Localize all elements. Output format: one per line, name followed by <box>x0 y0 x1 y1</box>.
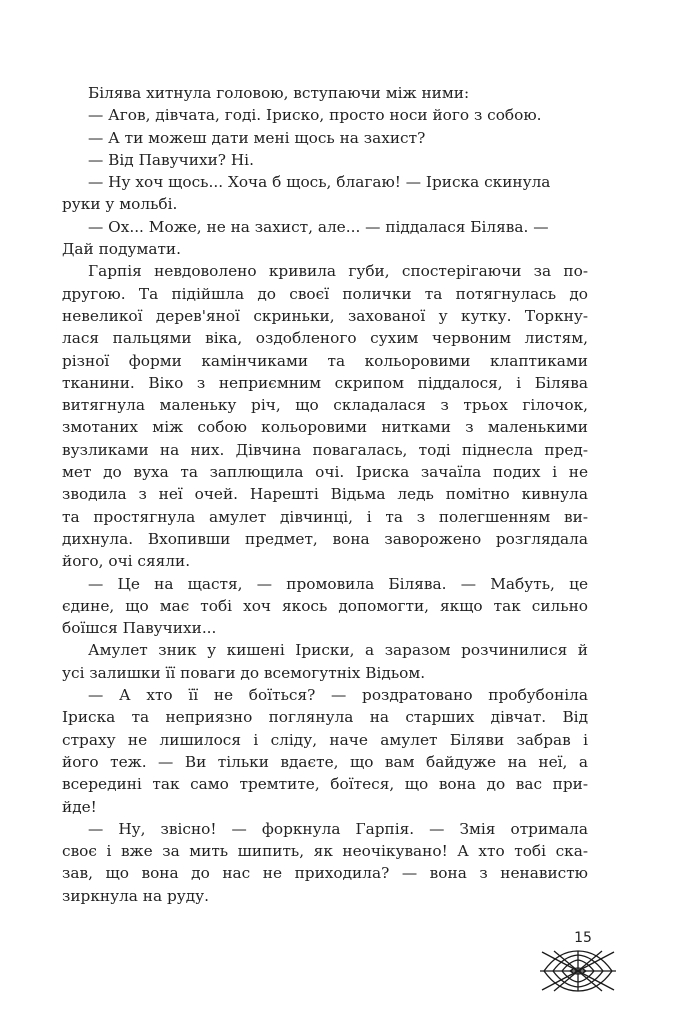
text-line: вузликами на них. Дівчина повагалась, тоді піднесла пред- <box>62 440 588 459</box>
text-line: його теж. — Ви тільки вдаєте, що вам байдуже на неї, а <box>62 752 588 771</box>
text-line: другою. Та підійшла до своєї полички та потягнулась до <box>62 284 588 303</box>
text-line: боїшся Павучихи... <box>62 619 217 638</box>
text-line: зиркнула на руду. <box>62 886 210 905</box>
spider-web-icon <box>540 950 616 992</box>
text-line: — Ну хоч щось... Хоча б щось, благаю! — Іриска скинула <box>88 173 551 192</box>
text-line: його, очі сяяли. <box>62 552 191 571</box>
text-line: Дай подумати. <box>62 240 181 259</box>
page-number: 15 <box>574 930 592 946</box>
text-line: йде! <box>62 797 97 816</box>
text-line: — Ох... Може, не на захист, але... — піддалася Білява. — <box>88 217 549 236</box>
text-line: — Від Павучихи? Ні. <box>88 150 254 169</box>
text-line: лася пальцями віка, оздобленого сухим червоним листям, <box>62 329 588 348</box>
text-line: змотаних між собою кольоровими нитками з маленькими <box>62 418 588 437</box>
text-line: єдине, що має тобі хоч якось допомогти, якщо так сильно <box>62 596 588 615</box>
text-line: Гарпія невдоволено кривила губи, спостерігаючи за по- <box>88 262 588 281</box>
text-line: всередині так само тремтите, боїтеся, що вона до вас при- <box>62 775 588 794</box>
text-line: — Агов, дівчата, годі. Іриско, просто носи його з собою. <box>88 106 542 125</box>
text-line: невеликої дерев'яної скриньки, захованої у кутку. Торкну- <box>62 306 588 325</box>
text-line: витягнула маленьку річ, що складалася з трьох гілочок, <box>62 396 588 415</box>
text-line: різної форми камінчиками та кольоровими клаптиками <box>62 351 588 370</box>
text-line: усі залишки її поваги до всемогутніх Відьом. <box>62 663 426 682</box>
body-text <box>62 82 588 907</box>
text-line: тканини. Віко з неприємним скрипом піддалося, і Білява <box>62 373 588 392</box>
text-line: — А ти можеш дати мені щось на захист? <box>88 128 426 147</box>
text-line: зводила з неї очей. Нарешті Відьма ледь помітно кивнула <box>62 485 588 504</box>
text-line: своє і вже за мить шипить, як неочікувано! А хто тобі ска- <box>62 842 588 861</box>
text-line: Амулет зник у кишені Іриски, а заразом розчинилися й <box>88 641 588 660</box>
text-line: — Це на щастя, — промовила Білява. — Мабуть, це <box>88 574 588 593</box>
text-line: та простягнула амулет дівчинці, і та з полегшенням ви- <box>62 507 588 526</box>
text-line: дихнула. Вхопивши предмет, вона заворожено розглядала <box>62 529 588 548</box>
text-line: страху не лишилося і сліду, наче амулет Біляви забрав і <box>62 730 588 749</box>
text-line: Білява хитнула головою, вступаючи між ними: <box>88 84 470 102</box>
text-line: руки у мольбі. <box>62 195 178 214</box>
text-line: зав, що вона до нас не приходила? — вона з ненавистю <box>62 864 588 883</box>
text-line: — А хто її не боїться? — роздратовано пробубоніла <box>88 686 588 705</box>
text-line: мет до вуха та заплющила очі. Іриска зачаїла подих і не <box>62 463 588 482</box>
text-line: Іриска та неприязно поглянула на старших дівчат. Від <box>62 708 588 727</box>
text-line: — Ну, звісно! — форкнула Гарпія. — Змія отримала <box>88 819 588 838</box>
